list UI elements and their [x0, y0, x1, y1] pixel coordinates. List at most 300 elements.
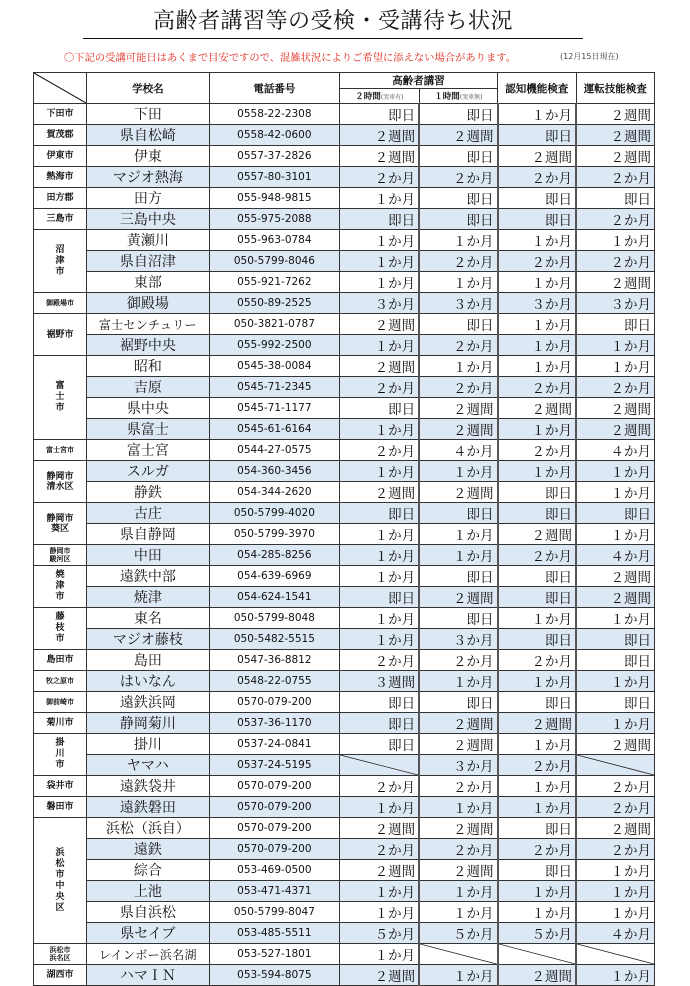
wait-driving: ２週間: [576, 104, 655, 125]
area-label: 御殿場市: [46, 299, 75, 307]
table-row: [34, 356, 655, 377]
wait-1hour: ２か月: [419, 839, 497, 860]
wait-driving: 即日: [576, 188, 655, 209]
table-row: [34, 146, 655, 167]
wait-1hour: ２か月: [419, 650, 497, 671]
school-name: 三島中央: [87, 209, 210, 230]
wait-2hour: ２か月: [340, 440, 420, 461]
wait-2hour: ２か月: [340, 167, 420, 188]
area-cell: [34, 146, 87, 167]
area-cell: [34, 713, 87, 734]
wait-cognitive: １か月: [498, 272, 576, 293]
wait-cognitive: １か月: [498, 314, 576, 335]
table-row: [34, 335, 655, 356]
wait-1hour: ３か月: [419, 755, 497, 776]
school-name: 裾野中央: [87, 335, 210, 356]
table-row: [34, 839, 655, 860]
wait-2hour: ２週間: [340, 818, 420, 839]
wait-cognitive: 即日: [498, 188, 576, 209]
header-two-hour: ２時間(実車有): [340, 89, 420, 104]
wait-1hour: 即日: [419, 503, 497, 524]
school-name: ハマＩＮ: [87, 965, 210, 986]
phone-number: 0545-61-6164: [209, 419, 339, 440]
area-cell: [34, 944, 87, 965]
phone-number: 0570-079-200: [209, 818, 339, 839]
wait-2hour: １か月: [340, 566, 420, 587]
wait-2hour: ３か月: [340, 293, 420, 314]
table-body: [34, 104, 655, 986]
phone-number: 055-921-7262: [209, 272, 339, 293]
wait-driving: １か月: [576, 356, 655, 377]
wait-1hour: 即日: [419, 188, 497, 209]
notice-text: 〇下記の受講可能日はあくまで目安ですので、混雑状況によりご希望に添えない場合があります。: [64, 52, 517, 64]
phone-number: 0537-24-5195: [209, 755, 339, 776]
table-row: [34, 440, 655, 461]
school-name: 田方: [87, 188, 210, 209]
school-name: 焼津: [87, 587, 210, 608]
area-cell: [34, 776, 87, 797]
wait-1hour: ２か月: [419, 335, 497, 356]
wait-cognitive: ２か月: [498, 545, 576, 566]
wait-cognitive: １か月: [498, 461, 576, 482]
area-cell: [34, 671, 87, 692]
area-cell: [34, 797, 87, 818]
phone-number: 0558-42-0600: [209, 125, 339, 146]
wait-1hour: ２か月: [419, 377, 497, 398]
phone-number: 050-3821-0787: [209, 314, 339, 335]
school-name: 昭和: [87, 356, 210, 377]
wait-2hour: 即日: [340, 587, 420, 608]
wait-driving: ２週間: [576, 272, 655, 293]
wait-1hour: １か月: [419, 272, 497, 293]
area-cell: [34, 965, 87, 986]
area-cell: [34, 230, 87, 293]
wait-driving: １か月: [576, 482, 655, 503]
area-label: 富士市: [55, 381, 65, 413]
table-row: [34, 650, 655, 671]
wait-cognitive: ２か月: [498, 440, 576, 461]
area-label: 静岡市駿河区: [49, 547, 71, 563]
phone-number: 054-344-2620: [209, 482, 339, 503]
wait-driving: １か月: [576, 860, 655, 881]
wait-cognitive: 即日: [498, 125, 576, 146]
phone-number: 0545-71-2345: [209, 377, 339, 398]
wait-2hour: ２か月: [340, 776, 420, 797]
wait-cognitive: １か月: [498, 797, 576, 818]
area-label: 沼津市: [55, 244, 65, 277]
wait-driving: １か月: [576, 965, 655, 986]
wait-2hour: １か月: [340, 629, 420, 650]
wait-2hour: １か月: [340, 230, 420, 251]
table-row: [34, 209, 655, 230]
wait-2hour: 即日: [340, 734, 420, 755]
wait-1hour: １か月: [419, 230, 497, 251]
table-row: [34, 692, 655, 713]
phone-number: 055-992-2500: [209, 335, 339, 356]
table-row: [34, 587, 655, 608]
wait-driving: ２週間: [576, 566, 655, 587]
wait-cognitive: 即日: [498, 587, 576, 608]
wait-cognitive: ２週間: [498, 713, 576, 734]
wait-driving: [576, 755, 655, 776]
table-row: [34, 230, 655, 251]
wait-2hour: 即日: [340, 503, 420, 524]
wait-driving: 即日: [576, 692, 655, 713]
wait-cognitive: ２週間: [498, 398, 576, 419]
area-cell: [34, 650, 87, 671]
phone-number: 055-963-0784: [209, 230, 339, 251]
table-row: [34, 503, 655, 524]
school-name: 島田: [87, 650, 210, 671]
wait-1hour: 即日: [419, 566, 497, 587]
phone-number: 0537-36-1170: [209, 713, 339, 734]
wait-driving: 即日: [576, 629, 655, 650]
phone-number: 0548-22-0755: [209, 671, 339, 692]
phone-number: 0547-36-8812: [209, 650, 339, 671]
area-label: 島田市: [46, 655, 74, 665]
area-cell: [34, 293, 87, 314]
table-row: [34, 608, 655, 629]
phone-number: 050-5799-8047: [209, 902, 339, 923]
school-name: 古庄: [87, 503, 210, 524]
area-cell: [34, 566, 87, 608]
wait-1hour: １か月: [419, 797, 497, 818]
wait-1hour: ３か月: [419, 293, 497, 314]
wait-2hour: １か月: [340, 524, 420, 545]
wait-1hour: １か月: [419, 671, 497, 692]
area-cell: [34, 104, 87, 125]
school-name: スルガ: [87, 461, 210, 482]
wait-driving: １か月: [576, 713, 655, 734]
wait-driving: 即日: [576, 650, 655, 671]
wait-driving: ４か月: [576, 440, 655, 461]
wait-cognitive: 即日: [498, 692, 576, 713]
table-row: [34, 272, 655, 293]
wait-driving: ２か月: [576, 377, 655, 398]
wait-cognitive: 即日: [498, 209, 576, 230]
area-cell: [34, 314, 87, 356]
as-of-date: (12月15日現在): [560, 52, 619, 61]
school-name: 東名: [87, 608, 210, 629]
wait-2hour: ２週間: [340, 860, 420, 881]
wait-cognitive: １か月: [498, 356, 576, 377]
area-label: 菊川市: [46, 718, 74, 728]
wait-cognitive: 即日: [498, 629, 576, 650]
wait-driving: [576, 944, 655, 965]
table-row: [34, 923, 655, 944]
header-one-hour: １時間(実車無): [419, 89, 497, 104]
wait-cognitive: 即日: [498, 503, 576, 524]
area-label: 袋井市: [46, 781, 74, 791]
area-label: 田方郡: [46, 193, 74, 203]
school-name: 遠鉄磐田: [87, 797, 210, 818]
area-label: 藤枝市: [55, 612, 65, 644]
not-applicable-slash-icon: [340, 755, 418, 775]
wait-1hour: ２週間: [419, 482, 497, 503]
wait-driving: ２週間: [576, 734, 655, 755]
wait-2hour: １か月: [340, 335, 420, 356]
wait-2hour: ２週間: [340, 482, 420, 503]
school-name: はいなん: [87, 671, 210, 692]
wait-1hour: ２か月: [419, 167, 497, 188]
table-row: [34, 734, 655, 755]
wait-driving: ２か月: [576, 797, 655, 818]
wait-cognitive: [498, 944, 576, 965]
area-label: 静岡市清水区: [46, 471, 74, 492]
wait-1hour: １か月: [419, 461, 497, 482]
phone-number: 050-5799-8046: [209, 251, 339, 272]
school-name: 県富士: [87, 419, 210, 440]
wait-cognitive: １か月: [498, 335, 576, 356]
wait-2hour: １か月: [340, 944, 420, 965]
school-name: 東部: [87, 272, 210, 293]
area-cell: [34, 692, 87, 713]
table-row: [34, 293, 655, 314]
wait-cognitive: ２か月: [498, 251, 576, 272]
phone-number: 053-471-4371: [209, 881, 339, 902]
table-row: [34, 545, 655, 566]
phone-number: 0570-079-200: [209, 839, 339, 860]
wait-driving: ２週間: [576, 587, 655, 608]
school-name: 黄瀬川: [87, 230, 210, 251]
wait-2hour: 即日: [340, 209, 420, 230]
area-cell: [34, 209, 87, 230]
wait-1hour: ２週間: [419, 587, 497, 608]
header-driving: 運転技能検査: [576, 73, 655, 104]
wait-1hour: 即日: [419, 209, 497, 230]
school-name: ヤマハ: [87, 755, 210, 776]
wait-cognitive: ２週間: [498, 524, 576, 545]
wait-1hour: ２週間: [419, 398, 497, 419]
area-label: 磐田市: [46, 802, 74, 812]
wait-1hour: ５か月: [419, 923, 497, 944]
wait-2hour: １か月: [340, 419, 420, 440]
phone-number: 0550-89-2525: [209, 293, 339, 314]
wait-cognitive: ５か月: [498, 923, 576, 944]
area-cell: [34, 461, 87, 503]
wait-cognitive: 即日: [498, 860, 576, 881]
phone-number: 054-360-3456: [209, 461, 339, 482]
phone-number: 054-624-1541: [209, 587, 339, 608]
wait-2hour: １か月: [340, 608, 420, 629]
area-cell: [34, 356, 87, 440]
area-cell: [34, 545, 87, 566]
wait-2hour: ５か月: [340, 923, 420, 944]
school-name: 富士宮: [87, 440, 210, 461]
area-label: 裾野市: [46, 329, 74, 340]
table-row: [34, 524, 655, 545]
school-name: 県セイブ: [87, 923, 210, 944]
wait-1hour: ４か月: [419, 440, 497, 461]
phone-number: 053-527-1801: [209, 944, 339, 965]
table-row: [34, 965, 655, 986]
school-name: 浜松（浜自）: [87, 818, 210, 839]
wait-cognitive: ２週間: [498, 146, 576, 167]
wait-driving: １か月: [576, 608, 655, 629]
wait-2hour: １か月: [340, 881, 420, 902]
school-name: 遠鉄中部: [87, 566, 210, 587]
phone-number: 050-5799-8048: [209, 608, 339, 629]
wait-1hour: １か月: [419, 965, 497, 986]
wait-driving: １か月: [576, 335, 655, 356]
phone-number: 0545-38-0084: [209, 356, 339, 377]
not-applicable-slash-icon: [499, 944, 575, 964]
table-row: [34, 755, 655, 776]
wait-driving: ２週間: [576, 818, 655, 839]
wait-cognitive: ２週間: [498, 965, 576, 986]
wait-cognitive: 即日: [498, 482, 576, 503]
school-name: 富士センチュリー: [87, 314, 210, 335]
phone-number: 050-5799-4020: [209, 503, 339, 524]
area-cell: [34, 167, 87, 188]
phone-number: 054-639-6969: [209, 566, 339, 587]
area-label: 焼津市: [55, 570, 65, 602]
wait-2hour: １か月: [340, 461, 420, 482]
wait-driving: ２か月: [576, 839, 655, 860]
wait-1hour: １か月: [419, 356, 497, 377]
phone-number: 0558-22-2308: [209, 104, 339, 125]
wait-1hour: ２週間: [419, 860, 497, 881]
phone-number: 053-594-8075: [209, 965, 339, 986]
school-name: 遠鉄: [87, 839, 210, 860]
wait-driving: ２か月: [576, 251, 655, 272]
phone-number: 050-5799-3970: [209, 524, 339, 545]
wait-driving: ２週間: [576, 419, 655, 440]
table-row: [34, 818, 655, 839]
area-label: 掛川市: [55, 738, 65, 770]
wait-1hour: ２週間: [419, 419, 497, 440]
area-label: 富士宮市: [46, 446, 75, 454]
wait-driving: 即日: [576, 503, 655, 524]
wait-driving: １か月: [576, 902, 655, 923]
page-title-wrap: [83, 8, 583, 39]
not-applicable-slash-icon: [577, 944, 654, 964]
school-name: 県自静岡: [87, 524, 210, 545]
wait-1hour: １か月: [419, 545, 497, 566]
wait-2hour: １か月: [340, 797, 420, 818]
school-name: 遠鉄袋井: [87, 776, 210, 797]
wait-2hour: [340, 755, 420, 776]
table-row: [34, 776, 655, 797]
wait-cognitive: 即日: [498, 818, 576, 839]
wait-cognitive: １か月: [498, 419, 576, 440]
wait-1hour: １か月: [419, 902, 497, 923]
school-name: 吉原: [87, 377, 210, 398]
area-cell: [34, 440, 87, 461]
table-row: [34, 419, 655, 440]
table-row: [34, 566, 655, 587]
wait-cognitive: １か月: [498, 734, 576, 755]
wait-cognitive: ２か月: [498, 377, 576, 398]
header-elderly-course: 高齢者講習: [340, 73, 498, 89]
wait-1hour: ２か月: [419, 251, 497, 272]
not-applicable-slash-icon: [420, 944, 496, 964]
phone-number: 053-485-5511: [209, 923, 339, 944]
wait-1hour: ２週間: [419, 818, 497, 839]
phone-number: 053-469-0500: [209, 860, 339, 881]
phone-number: 0570-079-200: [209, 776, 339, 797]
wait-1hour: ２週間: [419, 125, 497, 146]
wait-driving: ４か月: [576, 545, 655, 566]
wait-2hour: ２か月: [340, 377, 420, 398]
wait-cognitive: １か月: [498, 902, 576, 923]
wait-cognitive: ２か月: [498, 839, 576, 860]
phone-number: 0570-079-200: [209, 692, 339, 713]
wait-driving: １か月: [576, 230, 655, 251]
wait-cognitive: １か月: [498, 671, 576, 692]
phone-number: 0537-24-0841: [209, 734, 339, 755]
table-row: [34, 125, 655, 146]
table-row: [34, 944, 655, 965]
wait-2hour: １か月: [340, 188, 420, 209]
diagonal-line-icon: [34, 73, 86, 103]
area-label: 浜松市中央区: [55, 847, 65, 913]
wait-2hour: ２週間: [340, 314, 420, 335]
wait-driving: １か月: [576, 671, 655, 692]
wait-2hour: 即日: [340, 398, 420, 419]
header-school: 学校名: [87, 73, 210, 104]
table-row: [34, 902, 655, 923]
table-row: [34, 251, 655, 272]
area-cell: [34, 125, 87, 146]
wait-1hour: [419, 944, 497, 965]
school-name: 静岡菊川: [87, 713, 210, 734]
header-cognitive: 認知機能検査: [498, 73, 576, 104]
wait-1hour: ３か月: [419, 629, 497, 650]
phone-number: 050-5482-5515: [209, 629, 339, 650]
wait-driving: ４か月: [576, 923, 655, 944]
wait-2hour: 即日: [340, 713, 420, 734]
area-label: 牧之原市: [46, 677, 75, 685]
table-row: [34, 797, 655, 818]
phone-number: 0557-80-3101: [209, 167, 339, 188]
phone-number: 0570-079-200: [209, 797, 339, 818]
wait-cognitive: 即日: [498, 566, 576, 587]
wait-1hour: ２か月: [419, 776, 497, 797]
school-name: 遠鉄浜岡: [87, 692, 210, 713]
area-label: 伊東市: [46, 151, 74, 161]
wait-driving: ２週間: [576, 146, 655, 167]
school-name: 県自松崎: [87, 125, 210, 146]
area-label: 御前崎市: [46, 698, 75, 706]
wait-cognitive: ２か月: [498, 167, 576, 188]
area-label: 静岡市葵区: [46, 513, 74, 534]
school-name: 上池: [87, 881, 210, 902]
wait-1hour: ２週間: [419, 734, 497, 755]
school-name: マジオ藤枝: [87, 629, 210, 650]
wait-driving: ３か月: [576, 293, 655, 314]
area-label: 熱海市: [46, 172, 74, 182]
school-name: 下田: [87, 104, 210, 125]
wait-1hour: 即日: [419, 104, 497, 125]
area-label: 賀茂郡: [46, 130, 74, 140]
wait-cognitive: ２か月: [498, 650, 576, 671]
wait-2hour: 即日: [340, 104, 420, 125]
area-cell: [34, 503, 87, 545]
header-tel: 電話番号: [209, 73, 339, 104]
wait-cognitive: １か月: [498, 776, 576, 797]
wait-1hour: ２週間: [419, 713, 497, 734]
table-row: [34, 881, 655, 902]
area-cell: [34, 188, 87, 209]
table-row: [34, 188, 655, 209]
wait-1hour: 即日: [419, 146, 497, 167]
school-name: 中田: [87, 545, 210, 566]
area-label: 下田市: [46, 109, 74, 119]
wait-2hour: １か月: [340, 272, 420, 293]
wait-driving: １か月: [576, 461, 655, 482]
table-row: [34, 629, 655, 650]
